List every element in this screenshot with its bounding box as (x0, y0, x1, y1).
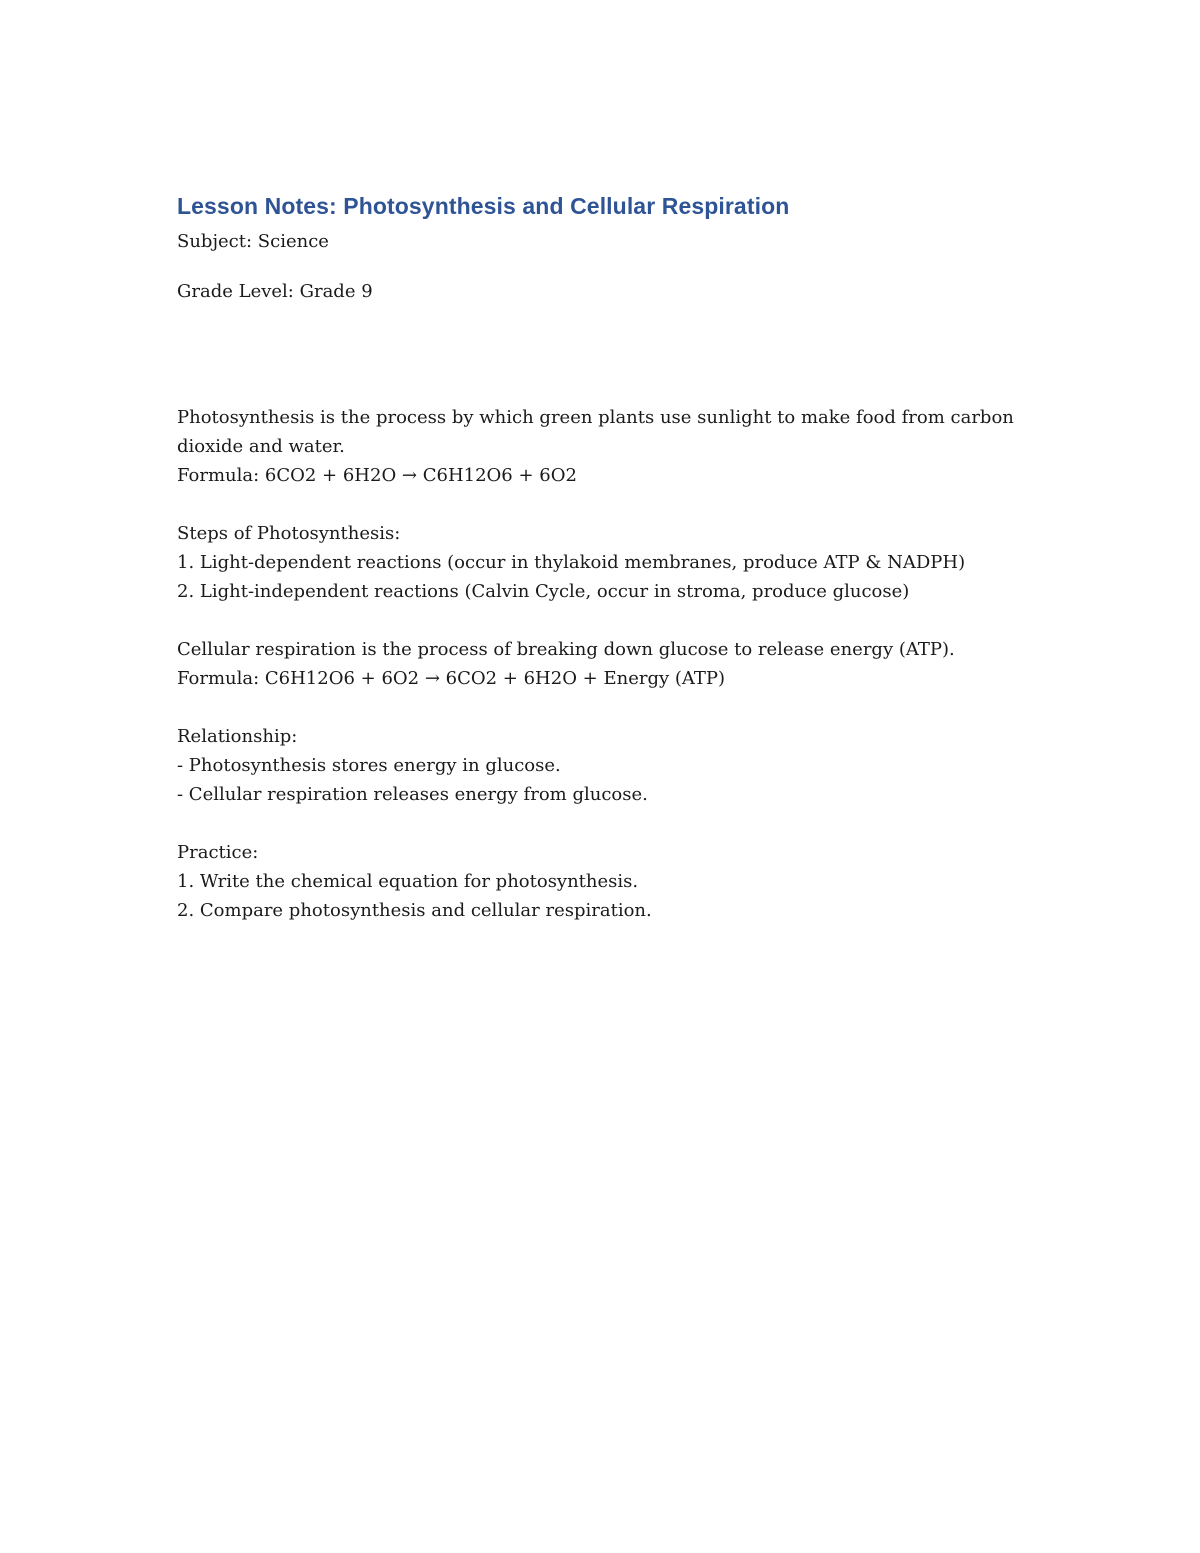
document-title: Lesson Notes: Photosynthesis and Cellular Respiration (177, 193, 790, 219)
spacer (177, 606, 1037, 635)
photosynthesis-intro-line-1: Photosynthesis is the process by which green plants use sunlight to make food from carbon (177, 407, 1014, 428)
list-item: 1. Write the chemical equation for photosynthesis. (177, 871, 639, 892)
grade-level-line: Grade Level: Grade 9 (177, 281, 373, 302)
relationship-heading: Relationship: (177, 726, 298, 747)
list-item: - Photosynthesis stores energy in glucose. (177, 755, 561, 776)
respiration-formula: Formula: C6H12O6 + 6O2 → 6CO2 + 6H2O + Energy (ATP) (177, 668, 726, 689)
subject-line: Subject: Science (177, 231, 329, 252)
practice-heading: Practice: (177, 842, 259, 863)
steps-heading: Steps of Photosynthesis: (177, 523, 401, 544)
respiration-intro: Cellular respiration is the process of breaking down glucose to release energy (ATP). (177, 639, 955, 660)
photosynthesis-formula: Formula: 6CO2 + 6H2O → C6H12O6 + 6O2 (177, 465, 577, 486)
spacer (177, 490, 1037, 519)
spacer (177, 809, 1037, 838)
list-item: 2. Compare photosynthesis and cellular respiration. (177, 900, 652, 921)
spacer (177, 693, 1037, 722)
photosynthesis-intro-line-2: dioxide and water. (177, 436, 345, 457)
list-item: 1. Light-dependent reactions (occur in thylakoid membranes, produce ATP & NADPH) (177, 552, 966, 573)
list-item: 2. Light-independent reactions (Calvin Cycle, occur in stroma, produce glucose) (177, 581, 910, 602)
document-content (177, 190, 1037, 925)
lesson-body (177, 403, 1037, 925)
list-item: - Cellular respiration releases energy from glucose. (177, 784, 648, 805)
